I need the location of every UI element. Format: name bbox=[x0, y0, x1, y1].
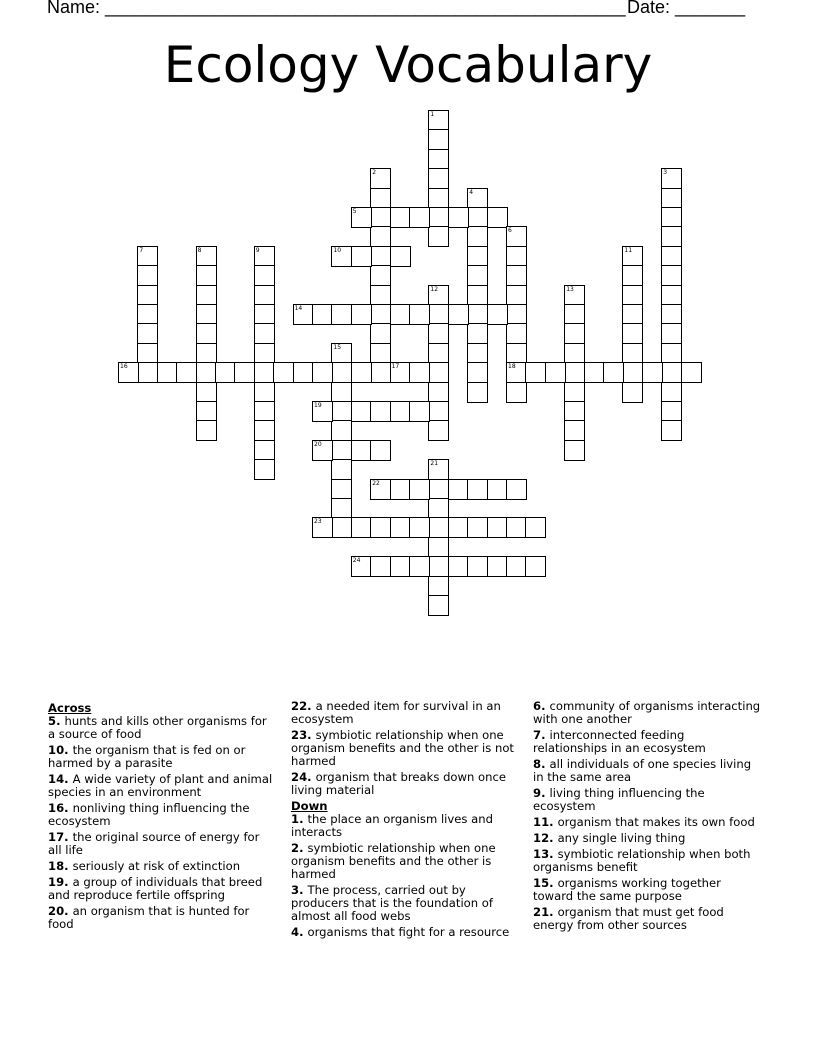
crossword-cell[interactable] bbox=[331, 517, 352, 538]
clues-column-2 bbox=[291, 700, 519, 942]
clue-number-label: 20. bbox=[48, 904, 73, 918]
crossword-cell[interactable] bbox=[370, 168, 391, 189]
crossword-cell[interactable] bbox=[137, 246, 158, 267]
clue-text: an organism that is hunted for food bbox=[48, 904, 250, 931]
crossword-cell[interactable] bbox=[506, 265, 527, 286]
name-field-label: Name: ____________________________________________________ bbox=[47, 0, 626, 17]
crossword-cell[interactable] bbox=[351, 362, 372, 383]
crossword-cell[interactable] bbox=[254, 382, 275, 403]
crossword-cell[interactable] bbox=[487, 304, 508, 325]
clue-number-label: 16. bbox=[48, 801, 73, 815]
crossword-cell[interactable] bbox=[215, 362, 236, 383]
across-heading: Across bbox=[48, 701, 92, 715]
crossword-cell[interactable] bbox=[196, 343, 217, 364]
crossword-cell[interactable] bbox=[312, 401, 333, 422]
across-clue bbox=[48, 905, 276, 931]
clue-number-label: 2. bbox=[291, 841, 308, 855]
crossword-cell[interactable] bbox=[351, 556, 372, 577]
crossword-cell[interactable] bbox=[137, 323, 158, 344]
crossword-cell[interactable] bbox=[351, 304, 372, 325]
crossword-cell[interactable] bbox=[428, 479, 449, 500]
crossword-cell[interactable] bbox=[681, 362, 702, 383]
crossword-cell[interactable] bbox=[370, 401, 391, 422]
down-clue bbox=[533, 832, 761, 845]
clue-number: 18 bbox=[508, 363, 516, 371]
crossword-cell[interactable] bbox=[564, 362, 585, 383]
crossword-cell[interactable] bbox=[467, 304, 488, 325]
crossword-cell[interactable] bbox=[622, 265, 643, 286]
clue-number: 14 bbox=[294, 305, 303, 312]
crossword-cell[interactable] bbox=[506, 479, 527, 500]
crossword-cell[interactable] bbox=[370, 188, 391, 209]
crossword-cell[interactable] bbox=[564, 285, 585, 306]
clue-number-label: 6. bbox=[533, 699, 550, 713]
crossword-cell[interactable] bbox=[487, 479, 508, 500]
crossword-cell[interactable] bbox=[525, 556, 546, 577]
clue-number-label: 23. bbox=[291, 728, 316, 742]
crossword-cell[interactable] bbox=[564, 401, 585, 422]
crossword-cell[interactable] bbox=[622, 246, 643, 267]
clue-text: community of organisms interacting with one another bbox=[533, 699, 761, 726]
crossword-cell[interactable] bbox=[428, 168, 449, 189]
crossword-cell[interactable] bbox=[390, 362, 411, 383]
clue-text: interconnected feeding relationships in an ecosystem bbox=[533, 728, 706, 755]
down-clue bbox=[533, 729, 761, 755]
crossword-cell[interactable] bbox=[370, 246, 391, 267]
clue-number-label: 13. bbox=[533, 847, 558, 861]
clue-number: 23 bbox=[314, 518, 322, 526]
across-clue bbox=[48, 744, 276, 770]
clue-text: The process, carried out by producers that is the foundation of almost all food webs bbox=[291, 883, 493, 923]
clue-text: organisms that fight for a resource bbox=[307, 925, 510, 939]
crossword-cell[interactable] bbox=[584, 362, 605, 383]
clue-number-label: 19. bbox=[48, 875, 73, 889]
crossword-cell[interactable] bbox=[506, 323, 527, 344]
down-clue bbox=[533, 906, 761, 932]
crossword-cell[interactable] bbox=[428, 382, 449, 403]
down-clue bbox=[533, 816, 761, 829]
crossword-cell[interactable] bbox=[196, 323, 217, 344]
crossword-cell[interactable] bbox=[331, 304, 352, 325]
crossword-cell[interactable] bbox=[409, 479, 430, 500]
crossword-cell[interactable] bbox=[428, 304, 449, 325]
crossword-cell[interactable] bbox=[370, 265, 391, 286]
clue-text: symbiotic relationship when one organism benefits and the other is not harmed bbox=[291, 728, 514, 768]
crossword-cell[interactable] bbox=[196, 382, 217, 403]
crossword-cell[interactable] bbox=[428, 149, 449, 170]
crossword-cell[interactable] bbox=[448, 556, 469, 577]
crossword-cell[interactable] bbox=[661, 362, 682, 383]
crossword-cell[interactable] bbox=[409, 401, 430, 422]
crossword-cell[interactable] bbox=[351, 207, 372, 228]
crossword-cell[interactable] bbox=[312, 440, 333, 461]
crossword-cell[interactable] bbox=[467, 382, 488, 403]
crossword-cell[interactable] bbox=[661, 420, 682, 441]
clue-number-label: 22. bbox=[291, 699, 316, 713]
crossword-cell[interactable] bbox=[196, 285, 217, 306]
clue-text: hunts and kills other organisms for a source of food bbox=[48, 714, 267, 741]
crossword-cell[interactable] bbox=[196, 420, 217, 441]
crossword-cell[interactable] bbox=[448, 517, 469, 538]
clue-number-label: 1. bbox=[291, 812, 308, 826]
clue-number-label: 10. bbox=[48, 743, 73, 757]
crossword-cell[interactable] bbox=[370, 343, 391, 364]
clue-text: the organism that is fed on or harmed by a parasite bbox=[48, 743, 246, 770]
crossword-cell[interactable] bbox=[428, 556, 449, 577]
crossword-cell[interactable] bbox=[564, 440, 585, 461]
crossword-cell[interactable] bbox=[312, 304, 333, 325]
crossword-cell[interactable] bbox=[467, 323, 488, 344]
crossword-cell[interactable] bbox=[467, 556, 488, 577]
crossword-cell[interactable] bbox=[467, 517, 488, 538]
across-clue bbox=[291, 771, 519, 797]
clue-text: symbiotic relationship when one organism benefits and the other is harmed bbox=[291, 841, 496, 881]
clue-text: all individuals of one species living in the same area bbox=[533, 757, 752, 784]
crossword-cell[interactable] bbox=[196, 362, 217, 383]
clue-number-label: 7. bbox=[533, 728, 550, 742]
across-clue bbox=[48, 876, 276, 902]
crossword-cell[interactable] bbox=[370, 285, 391, 306]
crossword-cell[interactable] bbox=[467, 479, 488, 500]
clue-number: 17 bbox=[391, 363, 400, 371]
crossword-cell[interactable] bbox=[370, 323, 391, 344]
crossword-cell[interactable] bbox=[525, 517, 546, 538]
crossword-cell[interactable] bbox=[254, 362, 275, 383]
crossword-cell[interactable] bbox=[603, 362, 624, 383]
page-title: Ecology Vocabulary bbox=[163, 36, 653, 94]
crossword-cell[interactable] bbox=[487, 517, 508, 538]
crossword-cell[interactable] bbox=[409, 207, 430, 228]
crossword-cell[interactable] bbox=[370, 517, 391, 538]
crossword-cell[interactable] bbox=[622, 362, 643, 383]
clue-number: 4 bbox=[469, 188, 474, 196]
crossword-cell[interactable] bbox=[506, 304, 527, 325]
crossword-cell[interactable] bbox=[428, 595, 449, 616]
crossword-cell[interactable] bbox=[331, 382, 352, 403]
down-heading: Down bbox=[291, 799, 328, 813]
clue-text: organisms working together toward the same purpose bbox=[533, 876, 721, 903]
crossword-cell[interactable] bbox=[661, 226, 682, 247]
crossword-cell[interactable] bbox=[157, 362, 178, 383]
crossword-cell[interactable] bbox=[448, 479, 469, 500]
crossword-cell[interactable] bbox=[409, 362, 430, 383]
clue-number: 13 bbox=[566, 285, 574, 293]
crossword-cell[interactable] bbox=[525, 362, 546, 383]
crossword-cell[interactable] bbox=[351, 440, 372, 461]
crossword-cell[interactable] bbox=[564, 304, 585, 325]
clue-number: 21 bbox=[430, 460, 439, 468]
crossword-cell[interactable] bbox=[390, 246, 411, 267]
clue-number: 7 bbox=[139, 246, 144, 254]
crossword-cell[interactable] bbox=[137, 343, 158, 364]
down-clue bbox=[533, 848, 761, 874]
crossword-cell[interactable] bbox=[331, 420, 352, 441]
crossword-cell[interactable] bbox=[331, 440, 352, 461]
crossword-cell[interactable] bbox=[428, 323, 449, 344]
crossword-cell[interactable] bbox=[331, 479, 352, 500]
crossword-cell[interactable] bbox=[661, 323, 682, 344]
clue-number-label: 5. bbox=[48, 714, 65, 728]
crossword-cell[interactable] bbox=[254, 401, 275, 422]
crossword-cell[interactable] bbox=[390, 401, 411, 422]
crossword-cell[interactable] bbox=[254, 343, 275, 364]
clue-number: 22 bbox=[372, 479, 380, 487]
crossword-cell[interactable] bbox=[370, 556, 391, 577]
crossword-cell[interactable] bbox=[622, 304, 643, 325]
clue-number: 12 bbox=[430, 285, 439, 293]
crossword-cell[interactable] bbox=[118, 362, 139, 383]
clue-text: a group of individuals that breed and reproduce fertile offspring bbox=[48, 875, 263, 902]
down-clue bbox=[533, 787, 761, 813]
crossword-cell[interactable] bbox=[506, 382, 527, 403]
crossword-cell[interactable] bbox=[545, 362, 566, 383]
crossword-cell[interactable] bbox=[661, 401, 682, 422]
across-clue bbox=[291, 700, 519, 726]
crossword-cell[interactable] bbox=[506, 362, 527, 383]
clues-column-3 bbox=[533, 700, 761, 935]
crossword-cell[interactable] bbox=[293, 304, 314, 325]
clue-number-label: 8. bbox=[533, 757, 550, 771]
crossword-cell[interactable] bbox=[661, 207, 682, 228]
clue-number-label: 17. bbox=[48, 830, 73, 844]
crossword-cell[interactable] bbox=[622, 382, 643, 403]
clue-number: 1 bbox=[430, 111, 435, 118]
clue-text: symbiotic relationship when both organisms benefit bbox=[533, 847, 751, 874]
crossword-cell[interactable] bbox=[661, 285, 682, 306]
crossword-cell[interactable] bbox=[273, 362, 294, 383]
clue-number: 19 bbox=[314, 402, 322, 409]
clue-number-label: 3. bbox=[291, 883, 308, 897]
clue-number-label: 12. bbox=[533, 831, 558, 845]
crossword-cell[interactable] bbox=[467, 285, 488, 306]
across-clue bbox=[48, 715, 276, 741]
crossword-cell[interactable] bbox=[428, 517, 449, 538]
clue-number-label: 18. bbox=[48, 859, 73, 873]
clue-text: any single living thing bbox=[557, 831, 686, 845]
crossword-cell[interactable] bbox=[390, 304, 411, 325]
crossword-cell[interactable] bbox=[428, 459, 449, 480]
crossword-cell[interactable] bbox=[506, 343, 527, 364]
clue-number: 15 bbox=[333, 343, 342, 351]
clue-number-label: 21. bbox=[533, 905, 558, 919]
clue-number: 16 bbox=[120, 363, 128, 371]
clue-number-label: 14. bbox=[48, 772, 73, 786]
crossword-cell[interactable] bbox=[506, 226, 527, 247]
crossword-cell[interactable] bbox=[196, 401, 217, 422]
clue-text: organism that breaks down once living material bbox=[291, 770, 506, 797]
crossword-cell[interactable] bbox=[234, 362, 255, 383]
clue-number: 5 bbox=[352, 208, 357, 215]
crossword-cell[interactable] bbox=[312, 517, 333, 538]
crossword-cell[interactable] bbox=[428, 576, 449, 597]
crossword-cell[interactable] bbox=[409, 556, 430, 577]
clue-text: a needed item for survival in an ecosystem bbox=[291, 699, 501, 726]
clue-text: seriously at risk of extinction bbox=[72, 859, 241, 873]
crossword-cell[interactable] bbox=[506, 517, 527, 538]
clue-number-label: 24. bbox=[291, 770, 316, 784]
crossword-cell[interactable] bbox=[137, 285, 158, 306]
crossword-cell[interactable] bbox=[176, 362, 197, 383]
crossword-cell[interactable] bbox=[428, 401, 449, 422]
crossword-cell[interactable] bbox=[428, 362, 449, 383]
crossword-cell[interactable] bbox=[331, 343, 352, 364]
crossword-cell[interactable] bbox=[370, 362, 391, 383]
clue-text: the place an organism lives and interacts bbox=[291, 812, 493, 839]
crossword-cell[interactable] bbox=[661, 246, 682, 267]
across-clue bbox=[48, 773, 276, 799]
crossword-cell[interactable] bbox=[661, 168, 682, 189]
clue-text: organism that must get food energy from other sources bbox=[533, 905, 724, 932]
crossword-cell[interactable] bbox=[351, 517, 372, 538]
crossword-cell[interactable] bbox=[409, 517, 430, 538]
crossword-cell[interactable] bbox=[661, 265, 682, 286]
crossword-cell[interactable] bbox=[564, 420, 585, 441]
crossword-cell[interactable] bbox=[622, 343, 643, 364]
down-clue bbox=[533, 700, 761, 726]
clue-number: 6 bbox=[508, 227, 512, 235]
clue-text: the original source of energy for all life bbox=[48, 830, 260, 857]
crossword-cell[interactable] bbox=[196, 304, 217, 325]
crossword-cell[interactable] bbox=[370, 479, 391, 500]
crossword-cell[interactable] bbox=[661, 188, 682, 209]
clue-number-label: 15. bbox=[533, 876, 558, 890]
clue-number: 8 bbox=[197, 246, 202, 254]
clue-number: 9 bbox=[255, 246, 260, 254]
crossword-cell[interactable] bbox=[506, 556, 527, 577]
crossword-cell[interactable] bbox=[390, 556, 411, 577]
across-clue bbox=[48, 802, 276, 828]
down-clue bbox=[291, 926, 519, 939]
crossword-cell[interactable] bbox=[622, 285, 643, 306]
crossword-cell[interactable] bbox=[390, 207, 411, 228]
crossword-cell[interactable] bbox=[331, 459, 352, 480]
clue-number: 20 bbox=[314, 440, 322, 448]
crossword-cell[interactable] bbox=[137, 362, 158, 383]
crossword-cell[interactable] bbox=[351, 401, 372, 422]
crossword-cell[interactable] bbox=[254, 323, 275, 344]
crossword-cell[interactable] bbox=[622, 323, 643, 344]
crossword-cell[interactable] bbox=[428, 207, 449, 228]
crossword-cell[interactable] bbox=[428, 420, 449, 441]
clue-number-label: 9. bbox=[533, 786, 550, 800]
crossword-cell[interactable] bbox=[409, 304, 430, 325]
crossword-cell[interactable] bbox=[254, 246, 275, 267]
clue-number: 24 bbox=[352, 557, 361, 565]
crossword-cell[interactable] bbox=[331, 401, 352, 422]
clue-number-label: 11. bbox=[533, 815, 558, 829]
crossword-cell[interactable] bbox=[467, 265, 488, 286]
crossword-cell[interactable] bbox=[196, 246, 217, 267]
clues-column-1 bbox=[48, 700, 276, 934]
crossword-cell[interactable] bbox=[254, 285, 275, 306]
across-clue bbox=[48, 860, 276, 873]
clue-number: 2 bbox=[372, 169, 377, 177]
crossword-cell[interactable] bbox=[467, 362, 488, 383]
crossword-cell[interactable] bbox=[428, 498, 449, 519]
down-clue bbox=[533, 758, 761, 784]
crossword-cell[interactable] bbox=[254, 459, 275, 480]
crossword-cell[interactable] bbox=[661, 343, 682, 364]
crossword-cell[interactable] bbox=[370, 226, 391, 247]
clue-number: 3 bbox=[663, 169, 668, 177]
across-clue bbox=[291, 729, 519, 768]
crossword-cell[interactable] bbox=[428, 343, 449, 364]
crossword-cell[interactable] bbox=[390, 479, 411, 500]
clue-number-label: 4. bbox=[291, 925, 308, 939]
crossword-cell[interactable] bbox=[661, 304, 682, 325]
clue-text: organism that makes its own food bbox=[557, 815, 755, 829]
crossword-cell[interactable] bbox=[137, 265, 158, 286]
crossword-cell[interactable] bbox=[312, 362, 333, 383]
crossword-cell[interactable] bbox=[254, 420, 275, 441]
crossword-cell[interactable] bbox=[428, 129, 449, 150]
crossword-cell[interactable] bbox=[331, 498, 352, 519]
crossword-cell[interactable] bbox=[487, 207, 508, 228]
crossword-cell[interactable] bbox=[564, 323, 585, 344]
date-field-label: Date: _______ bbox=[627, 0, 746, 17]
crossword-cell[interactable] bbox=[137, 304, 158, 325]
crossword-cell[interactable] bbox=[390, 517, 411, 538]
crossword-cell[interactable] bbox=[661, 382, 682, 403]
crossword-cell[interactable] bbox=[487, 556, 508, 577]
crossword-cell[interactable] bbox=[506, 246, 527, 267]
crossword-cell[interactable] bbox=[196, 265, 217, 286]
clue-text: living thing influencing the ecosystem bbox=[533, 786, 705, 813]
crossword-cell[interactable] bbox=[254, 304, 275, 325]
crossword-cell[interactable] bbox=[448, 304, 469, 325]
down-clue bbox=[291, 813, 519, 839]
crossword-cell[interactable] bbox=[331, 362, 352, 383]
down-clue bbox=[291, 884, 519, 923]
down-clue bbox=[533, 877, 761, 903]
crossword-cell[interactable] bbox=[642, 362, 663, 383]
crossword-cell[interactable] bbox=[428, 188, 449, 209]
crossword-cell[interactable] bbox=[428, 110, 449, 131]
crossword-cell[interactable] bbox=[370, 207, 391, 228]
crossword-cell[interactable] bbox=[428, 537, 449, 558]
crossword-cell[interactable] bbox=[331, 246, 352, 267]
crossword-cell[interactable] bbox=[506, 285, 527, 306]
crossword-cell[interactable] bbox=[467, 343, 488, 364]
clue-number: 10 bbox=[333, 246, 342, 254]
crossword-cell[interactable] bbox=[254, 265, 275, 286]
crossword-cell[interactable] bbox=[428, 285, 449, 306]
down-clue bbox=[291, 842, 519, 881]
crossword-cell[interactable] bbox=[370, 440, 391, 461]
crossword-cell[interactable] bbox=[467, 188, 488, 209]
crossword-cell[interactable] bbox=[467, 246, 488, 267]
clue-text: nonliving thing influencing the ecosystem bbox=[48, 801, 250, 828]
crossword-cell[interactable] bbox=[564, 382, 585, 403]
across-clue bbox=[48, 831, 276, 857]
crossword-cell[interactable] bbox=[293, 362, 314, 383]
crossword-cell[interactable] bbox=[351, 246, 372, 267]
crossword-cell[interactable] bbox=[448, 207, 469, 228]
crossword-cell[interactable] bbox=[254, 440, 275, 461]
clue-number: 11 bbox=[624, 246, 633, 254]
crossword-cell[interactable] bbox=[564, 343, 585, 364]
crossword-cell[interactable] bbox=[370, 304, 391, 325]
crossword-cell[interactable] bbox=[467, 226, 488, 247]
crossword-cell[interactable] bbox=[467, 207, 488, 228]
crossword-cell[interactable] bbox=[428, 226, 449, 247]
clue-text: A wide variety of plant and animal species in an environment bbox=[48, 772, 273, 799]
